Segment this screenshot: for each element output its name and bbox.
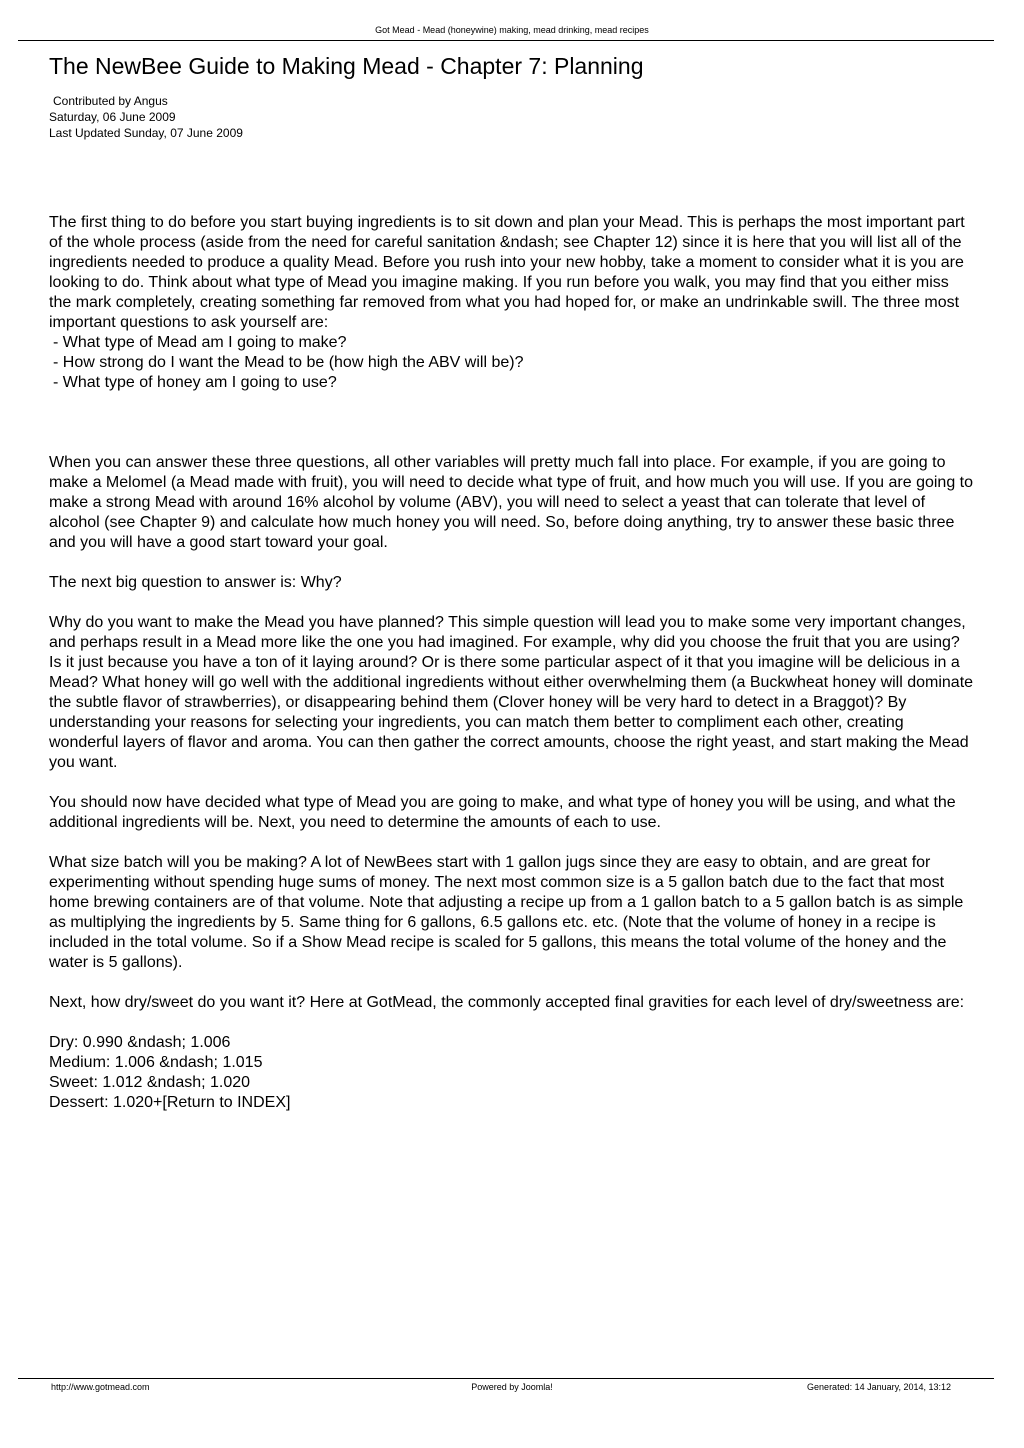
gravity-line-sweet: Sweet: 1.012 &ndash; 1.020 xyxy=(49,1074,251,1091)
question-item: - What type of Mead am I going to make? xyxy=(53,334,347,351)
footer-powered-by: Powered by Joomla! xyxy=(471,1382,553,1392)
gravity-line-dry: Dry: 0.990 &ndash; 1.006 xyxy=(49,1034,231,1051)
gravity-line-dessert xyxy=(49,1093,974,1113)
intro-paragraph: The first thing to do before you start buying ingredients is to sit down and plan your Mead. This is perhaps the most important part of the whole process (aside from the need for careful sanitation &ndash; see Chapter 12) since it is here that you will list all of the ingredients needed to produce a quality Mead. Before you rush into your new hobby, take a moment to consider what it is you are looking to do. Think about what type of Mead you imagine making. If you run before you walk, you may find that you either miss the mark completely, creating something far removed from what you had hoped for, or make an undrinkable swill. The three most important questions to ask yourself are: xyxy=(49,214,965,331)
batch-size-paragraph: What size batch will you be making? A lot of NewBees start with 1 gallon jugs since they are easy to obtain, and are great for experimenting without spending huge sums of money. The next most common size is a 5 gallon batch due to the fact that most home brewing containers are of that volume. Note that adjusting a recipe up from a 1 gallon batch to a 5 gallon batch is as simple as multiplying the ingredients by 5. Same thing for 6 gallons, 6.5 gallons etc. etc. (Note that the volume of honey in a recipe is included in the total volume. So if a Show Mead recipe is scaled for 5 gallons, this means the total volume of the honey and the water is 5 gallons). xyxy=(49,854,964,971)
gravity-line-medium: Medium: 1.006 &ndash; 1.015 xyxy=(49,1054,263,1071)
why-paragraph: Why do you want to make the Mead you have planned? This simple question will lead you to make some very important changes, and perhaps result in a Mead more like the one you had imagined. For example, why did you choose the fruit that you are using? Is it just because you have a ton of it laying around? Or is there some particular aspect of it that you imagine will be delicious in a Mead? What honey will go well with the additional ingredients without either overwhelming them (a Buckwheat honey will dominate the subtle flavor of strawberries), or disappearing behind them (Clover honey will be very hard to detect in a Braggot)? By understanding your reasons for selecting your ingredients, you can match them better to compliment each other, creating wonderful layers of flavor and aroma. You can then gather the correct amounts, choose the right yeast, and start making the Mead you want. xyxy=(49,614,974,771)
question-item: - How strong do I want the Mead to be (how high the ABV will be)? xyxy=(53,354,524,371)
page-footer xyxy=(0,1381,1024,1393)
updated-date: Last Updated Sunday, 07 June 2009 xyxy=(49,126,243,140)
sweetness-paragraph: Next, how dry/sweet do you want it? Here at GotMead, the commonly accepted final gravities for each level of dry/sweetness are: xyxy=(49,994,965,1011)
page-title: The NewBee Guide to Making Mead - Chapter 7: Planning xyxy=(49,53,644,79)
footer-generated: Generated: 14 January, 2014, 13:12 xyxy=(807,1382,951,1392)
decided-paragraph: You should now have decided what type of Mead you are going to make, and what type of honey you will be using, and what the additional ingredients will be. Next, you need to determine the amounts of each to use. xyxy=(49,794,956,831)
why-question-paragraph: The next big question to answer is: Why? xyxy=(49,574,342,591)
site-header: Got Mead - Mead (honeywine) making, mead drinking, mead recipes xyxy=(375,25,649,35)
author-line: Contributed by Angus xyxy=(53,94,168,108)
answer-paragraph: When you can answer these three questions, all other variables will pretty much fall into place. For example, if you are going to make a Melomel (a Mead made with fruit), you will need to decide what type of fruit, and how much you will use. If you are going to make a strong Mead with around 16% alcohol by volume (ABV), you will need to select a yeast that can tolerate that level of alcohol (see Chapter 9) and calculate how much honey you will need. So, before doing anything, try to answer these basic three and you will have a good start toward your goal. xyxy=(49,454,974,551)
article-body xyxy=(49,213,974,1113)
dessert-gravity: Dessert: 1.020+ xyxy=(49,1094,163,1111)
footer-url[interactable]: http://www.gotmead.com xyxy=(51,1382,150,1392)
question-item: - What type of honey am I going to use? xyxy=(53,374,337,391)
header-divider xyxy=(18,40,994,41)
created-date: Saturday, 06 June 2009 xyxy=(49,110,176,124)
article-meta xyxy=(49,93,243,141)
return-to-index-link[interactable]: [Return to INDEX] xyxy=(162,1094,291,1111)
footer-divider xyxy=(18,1378,994,1379)
